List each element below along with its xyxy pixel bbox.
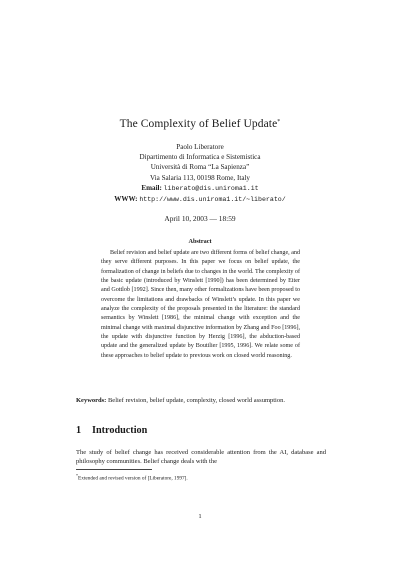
author-university: Università di Roma “La Sapienza” (150, 163, 250, 172)
author-block (0, 142, 400, 205)
keywords-label: Keywords: (76, 397, 107, 404)
intro-paragraph: The study of belief change has received considerable attention from the AI, database and philosophy communities. Belief change deals with the (76, 449, 326, 466)
author-address: Via Salaria 113, 00198 Rome, Italy (150, 173, 250, 182)
author-www[interactable]: http://www.dis.uniroma1.it/~liberato/ (139, 196, 286, 204)
author-name: Paolo Liberatore (176, 143, 224, 151)
page-number: 1 (198, 513, 202, 520)
title-footnote-mark: * (277, 119, 281, 125)
footnote-rule (76, 469, 152, 470)
abstract-heading: Abstract (188, 238, 212, 245)
author-email[interactable]: liberato@dis.uniroma1.it (163, 184, 259, 192)
footnote (76, 472, 326, 483)
www-label: WWW: (114, 195, 138, 204)
title-text: The Complexity of Belief Update (119, 118, 278, 130)
author-www-line (0, 194, 400, 205)
paper-date: April 10, 2003 — 18:59 (164, 214, 236, 223)
paper-title (0, 118, 400, 130)
keywords-text: Belief revision, belief update, complexity, closed world assumption. (107, 397, 285, 404)
keywords (76, 396, 326, 405)
section-number: 1 (76, 425, 82, 436)
footnote-text: Extended and revised version of [Liberatore, 1997]. (78, 475, 188, 482)
section-heading (76, 425, 147, 436)
email-label: Email: (141, 183, 162, 192)
abstract-text: Belief revision and belief update are two different forms of belief change, and they serve different purposes. In this paper we focus on belief update, the formalization of change in beliefs due to changes in the world. The complexity of the basic update (introduced by Winslett [1990]) has been determined by Eiter and Gottlob [1992]. Since then, many other formalizations have been proposed to overcome the limitations and drawbacks of Winslett’s update. In this paper we analyze the complexity of the proposals presented in the literature: the standard semantics by Winslett [1986], the minimal change with exception and the minimal change with maximal disjunctive information by Zhang and Foo [1996], the update with disjunctive function by Herzig [1996], the abduction-based update and the generalized update by Boutilier [1995, 1996]. We relate some of these approaches to belief update to previous work on closed world reasoning. (101, 250, 300, 359)
author-department: Dipartimento di Informatica e Sistemistica (139, 153, 261, 162)
footnote-mark: * (76, 473, 78, 478)
author-email-line (0, 183, 400, 194)
section-title: Introduction (92, 425, 148, 436)
